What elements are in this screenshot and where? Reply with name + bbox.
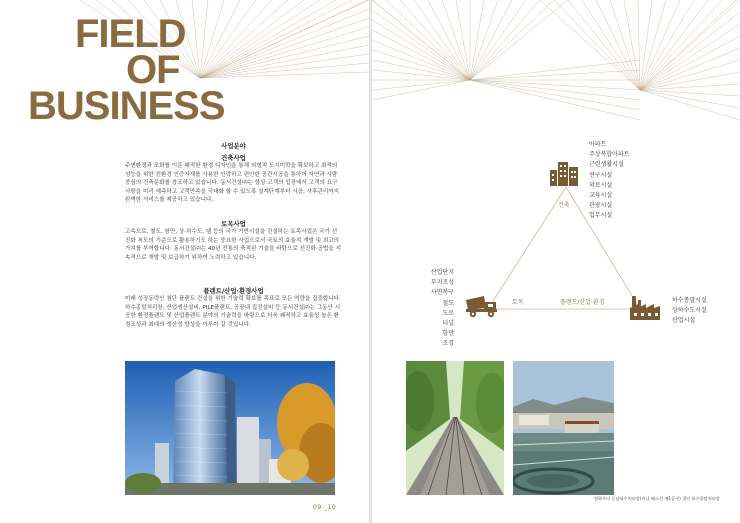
architecture-body: 주변환경과 조화를 이룬 쾌적한 환경 디자인을 통해 외형적 도시미학을 확보하고 최적의 성능을 위한 친환경 인증자재를 사용한 안락하고 편안한 공간시공을 통하여 자연과 사람 중심의 건축문화를 창조하고 있습니다. 동서건설㈜는 항상 고객의 입장에서 고객의 요구사항을 미리 예측하고 고객만족을 극대화 할 수 있도록 설계단계부터 시공, 사후관리까지 완벽한 서비스를 제공하고 있습니다.	[125, 163, 340, 204]
architecture-items	[589, 140, 630, 222]
sewage-plant-photo	[513, 361, 614, 495]
list-item: 사면복구	[430, 289, 454, 297]
civil-items	[429, 268, 454, 350]
list-item: 의료시설	[589, 181, 613, 189]
list-item: 교육시설	[589, 192, 613, 200]
list-item: 도로	[442, 309, 454, 317]
list-item: 상하수도시설	[672, 307, 707, 315]
factory-icon	[628, 294, 662, 320]
dump-truck-icon	[464, 294, 500, 318]
architecture-label: 건축	[558, 202, 570, 209]
list-item: 터널	[442, 320, 454, 328]
list-item: 산업단지	[430, 269, 454, 276]
heading-line-field: FIELD	[75, 12, 186, 56]
plant-items	[672, 296, 707, 327]
list-item: 하수종말시설	[672, 297, 707, 304]
plant-body: 미래 성장동력인 첨단 플랜트 건설을 위한 기술력 확보를 목표로 모든 역량을 집중합니다. 하수종말처리장, 산업생산설비, PILE플랜트, 공장내 집진설비 등 동서건설㈜는 그동안 시공한 환경플랜트 및 산업플랜트 분야의 기술력을 바탕으로 더욱 쾌적하고 효율성 높은 환경조성과 최대의 생산성 향상을 이루어 갈 것입니다.	[125, 296, 341, 328]
list-item: 조경	[442, 340, 454, 348]
civil-title: 토목사업	[221, 220, 246, 228]
building-icon	[548, 160, 580, 186]
list-item: 철도	[442, 299, 454, 307]
list-item: 근린생활시설	[589, 161, 624, 169]
civil-body: 고속도로, 철도, 항만, 상·하수도, 댐 등의 국가 기반시설을 건설하는 토목사업은 국가 선진화 척도의 기준으로 활용하기도 하는 중요한 사업으로서 국토의 효율적 개발 및 최고의 가치를 부여합니다. 동서건설㈜는 40년 전통의 축적된 기술을 바탕으로 선진화·공법을 지속적으로 개발 및 보급하기 위하여 노력하고 있습니다.	[125, 229, 341, 261]
plant-label: 플랜트/산업·환경	[560, 299, 605, 306]
list-item: 관광시설	[589, 202, 613, 210]
architecture-title: 건축사업	[221, 154, 246, 162]
heading-line-business: BUSINESS	[28, 84, 225, 128]
civil-label: 토목	[512, 299, 524, 306]
page-number: 09 _10	[313, 504, 337, 511]
heading-line-of: OF	[126, 48, 180, 92]
list-item: 산업시설	[672, 317, 696, 325]
list-item: 부지조성	[430, 279, 454, 287]
list-item: 주상복합아파트	[589, 151, 630, 159]
railway-photo	[406, 361, 504, 495]
list-item: 아파트	[589, 141, 607, 148]
list-item: 업무시설	[589, 212, 613, 220]
plant-title: 플랜트/산업·환경사업	[203, 287, 264, 295]
list-item: 항만	[442, 330, 454, 338]
business-areas-title: 사업분야	[221, 142, 246, 150]
photo-caption: 원하수다 동남하수처리장(미나 배스선 제1공구) 경인 하수종말처리장	[594, 496, 720, 501]
list-item: 연구시설	[589, 171, 613, 179]
